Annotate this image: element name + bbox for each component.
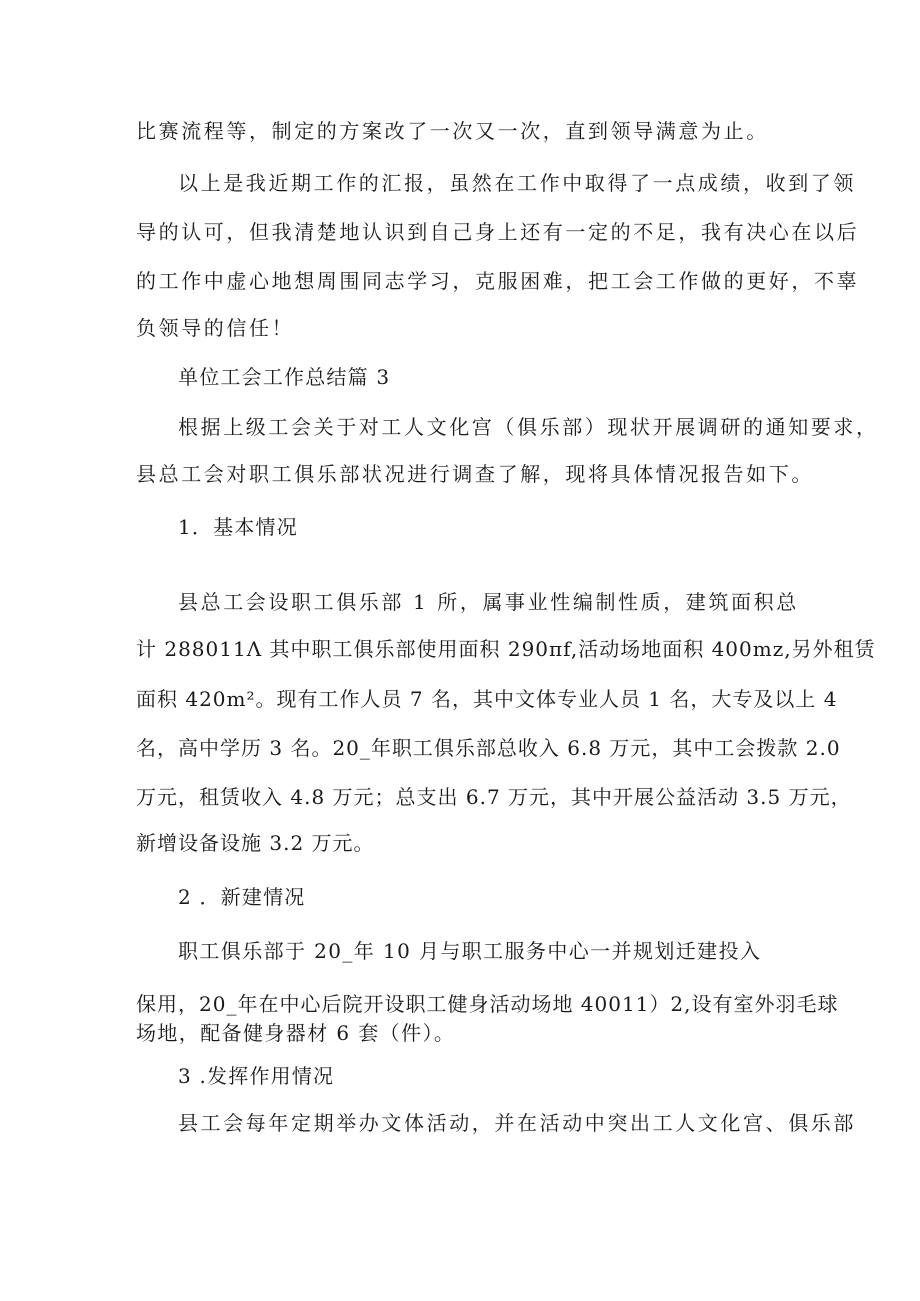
paragraph-line: 县总工会对职工俱乐部状况进行调查了解，现将具体情况报告如下。 bbox=[136, 462, 814, 486]
paragraph-line: 面积 420m²。现有工作人员 7 名，其中文体专业人员 1 名，大专及以上 4 bbox=[136, 687, 838, 711]
paragraph-line: 场地，配备健身器材 6 套（件）。 bbox=[136, 1021, 456, 1045]
paragraph-line: 比赛流程等，制定的方案改了一次又一次，直到领导满意为止。 bbox=[136, 119, 769, 143]
paragraph-line: 负领导的信任！ bbox=[136, 316, 295, 340]
paragraph-line: 名，高中学历 3 名。20_年职工俱乐部总收入 6.8 万元，其中工会拨款 2.0 bbox=[136, 736, 841, 760]
paragraph-line: 新增设备设施 3.2 万元。 bbox=[136, 831, 375, 855]
subsection-heading: 2 ．新建情况 bbox=[178, 885, 306, 909]
subsection-heading: 3 .发挥作用情况 bbox=[178, 1064, 335, 1088]
paragraph-line: 以上是我近期工作的汇报，虽然在工作中取得了一点成绩，收到了领 bbox=[178, 171, 856, 195]
paragraph-line: 导的认可，但我清楚地认识到自己身上还有一定的不足，我有决心在以后 bbox=[136, 220, 860, 244]
paragraph-line: 保用，20_年在中心后院开设职工健身活动场地 40011）2,设有室外羽毛球 bbox=[136, 992, 839, 1016]
section-heading: 单位工会工作总结篇 3 bbox=[178, 365, 391, 389]
paragraph-line: 的工作中虚心地想周围同志学习，克服困难，把工会工作做的更好，不辜 bbox=[136, 269, 860, 293]
paragraph-line: 职工俱乐部于 20_年 10 月与职工服务中心一并规划迁建投入 bbox=[178, 939, 762, 963]
paragraph-line: 县总工会设职工俱乐部 1 所，属事业性编制性质，建筑面积总 bbox=[178, 590, 799, 614]
paragraph-line: 计 288011Λ 其中职工俱乐部使用面积 290πf,活动场地面积 400mz,另外租赁 bbox=[136, 637, 876, 661]
paragraph-line: 万元，租赁收入 4.8 万元；总支出 6.7 万元，其中开展公益活动 3.5 万元， bbox=[136, 785, 852, 809]
subsection-heading: 1．基本情况 bbox=[178, 515, 298, 539]
paragraph-line: 县工会每年定期举办文体活动，并在活动中突出工人文化宫、俱乐部 bbox=[178, 1111, 856, 1135]
paragraph-line: 根据上级工会关于对工人文化宫（俱乐部）现状开展调研的通知要求， bbox=[178, 415, 879, 439]
